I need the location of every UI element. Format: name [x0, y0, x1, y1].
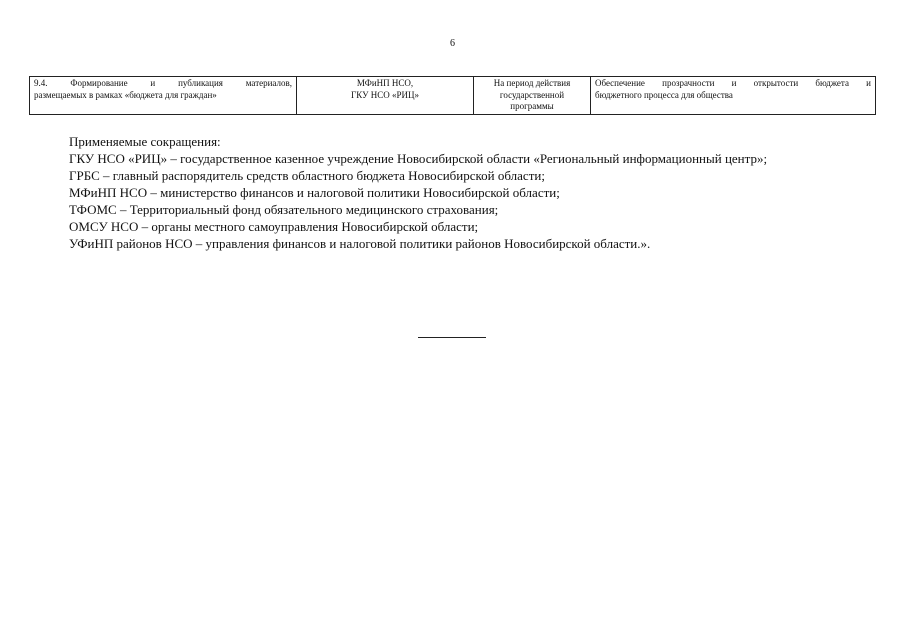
abbreviation-item: ОМСУ НСО – органы местного самоуправления Новосибирской области;	[69, 219, 479, 234]
result-cell	[591, 77, 876, 115]
abbreviation-item: МФиНП НСО – министерство финансов и налоговой политики Новосибирской области;	[69, 185, 560, 200]
program-measures-table	[29, 76, 876, 115]
task-cell	[30, 77, 297, 115]
table-row	[30, 77, 876, 115]
abbreviation-item: ТФОМС – Территориальный фонд обязательного медицинского страхования;	[69, 202, 499, 217]
term-text-line: программы	[510, 101, 554, 111]
term-text-line: государственной	[499, 89, 565, 100]
executor-text-line: МФиНП НСО,	[356, 78, 414, 88]
executor-cell	[297, 77, 474, 115]
page-number: 6	[450, 38, 455, 49]
abbreviation-item: ГКУ НСО «РИЦ» – государственное казенное учреждение Новосибирской области «Региональный информационный центр»;	[69, 151, 768, 166]
abbreviations-heading: Применяемые сокращения:	[69, 134, 221, 149]
task-text-line: размещаемых в рамках «бюджета для граждан»	[34, 89, 217, 100]
abbreviation-item: ГРБС – главный распорядитель средств областного бюджета Новосибирской области;	[69, 168, 545, 183]
term-cell	[474, 77, 591, 115]
result-text-line: Обеспечение прозрачности и открытости бюджета и	[595, 78, 871, 88]
abbreviation-item: УФиНП районов НСО – управления финансов и налоговой политики районов Новосибирской области.».	[69, 236, 651, 251]
task-text-line: 9.4. Формирование и публикация материалов,	[34, 78, 292, 88]
end-of-document-divider	[418, 337, 486, 338]
abbreviations-section	[29, 133, 872, 252]
executor-text-line: ГКУ НСО «РИЦ»	[351, 89, 419, 100]
term-text-line: На период действия	[493, 78, 571, 88]
result-text-line: бюджетного процесса для общества	[595, 89, 733, 100]
